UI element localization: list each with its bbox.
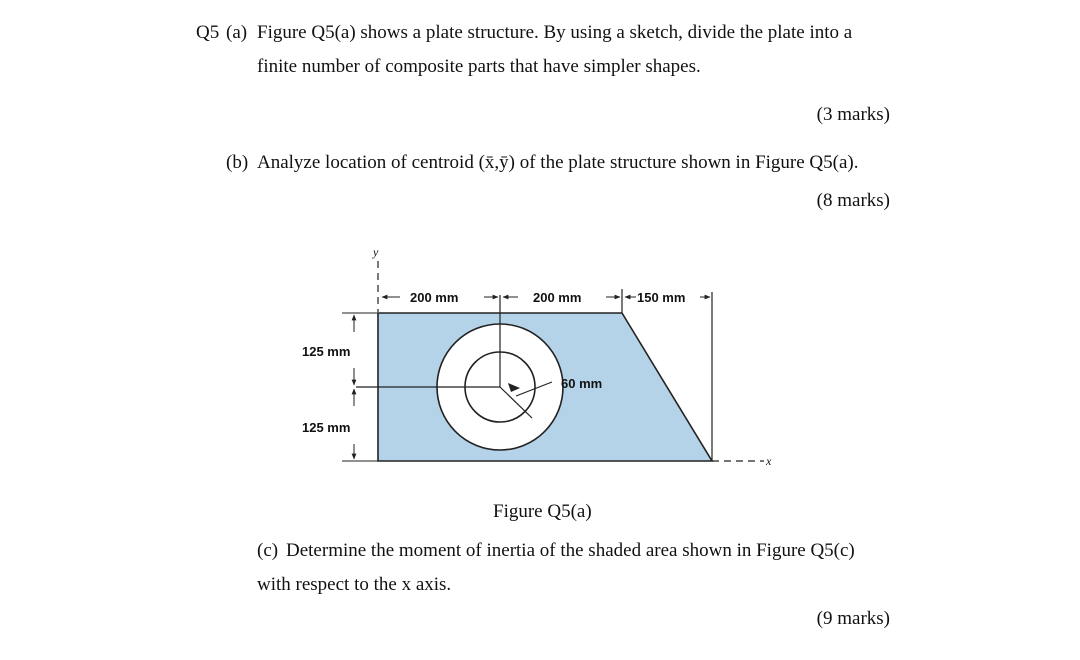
- y-axis-label: y: [373, 245, 379, 259]
- part-c-line1: Determine the moment of inertia of the shaded area shown in Figure Q5(c): [286, 540, 855, 561]
- figure-caption: Figure Q5(a): [493, 501, 592, 522]
- dim-top-1-label: 200 mm: [410, 290, 459, 305]
- part-b-label: (b): [226, 152, 249, 173]
- hole-radius-label: 60 mm: [561, 376, 603, 391]
- part-c-label: (c): [257, 540, 279, 561]
- part-a-label: (a): [226, 22, 248, 43]
- part-b-text: Analyze location of centroid (x̄,ȳ) of the plate structure shown in Figure Q5(a).: [257, 152, 859, 173]
- part-b-marks: (8 marks): [816, 190, 890, 211]
- dim-left-2-label: 125 mm: [302, 420, 351, 435]
- dim-top-3-label: 150 mm: [637, 290, 686, 305]
- part-c-marks: (9 marks): [816, 608, 890, 629]
- part-c-line2: with respect to the x axis.: [257, 574, 452, 595]
- x-axis-label: x: [766, 454, 772, 468]
- dim-left-1-label: 125 mm: [302, 344, 351, 359]
- part-a-marks: (3 marks): [816, 104, 890, 125]
- part-a-line2: finite number of composite parts that have simpler shapes.: [257, 56, 701, 77]
- part-a-line1: Figure Q5(a) shows a plate structure. By using a sketch, divide the plate into a: [257, 22, 853, 43]
- dim-top-2-label: 200 mm: [533, 290, 582, 305]
- question-number: Q5: [196, 22, 220, 43]
